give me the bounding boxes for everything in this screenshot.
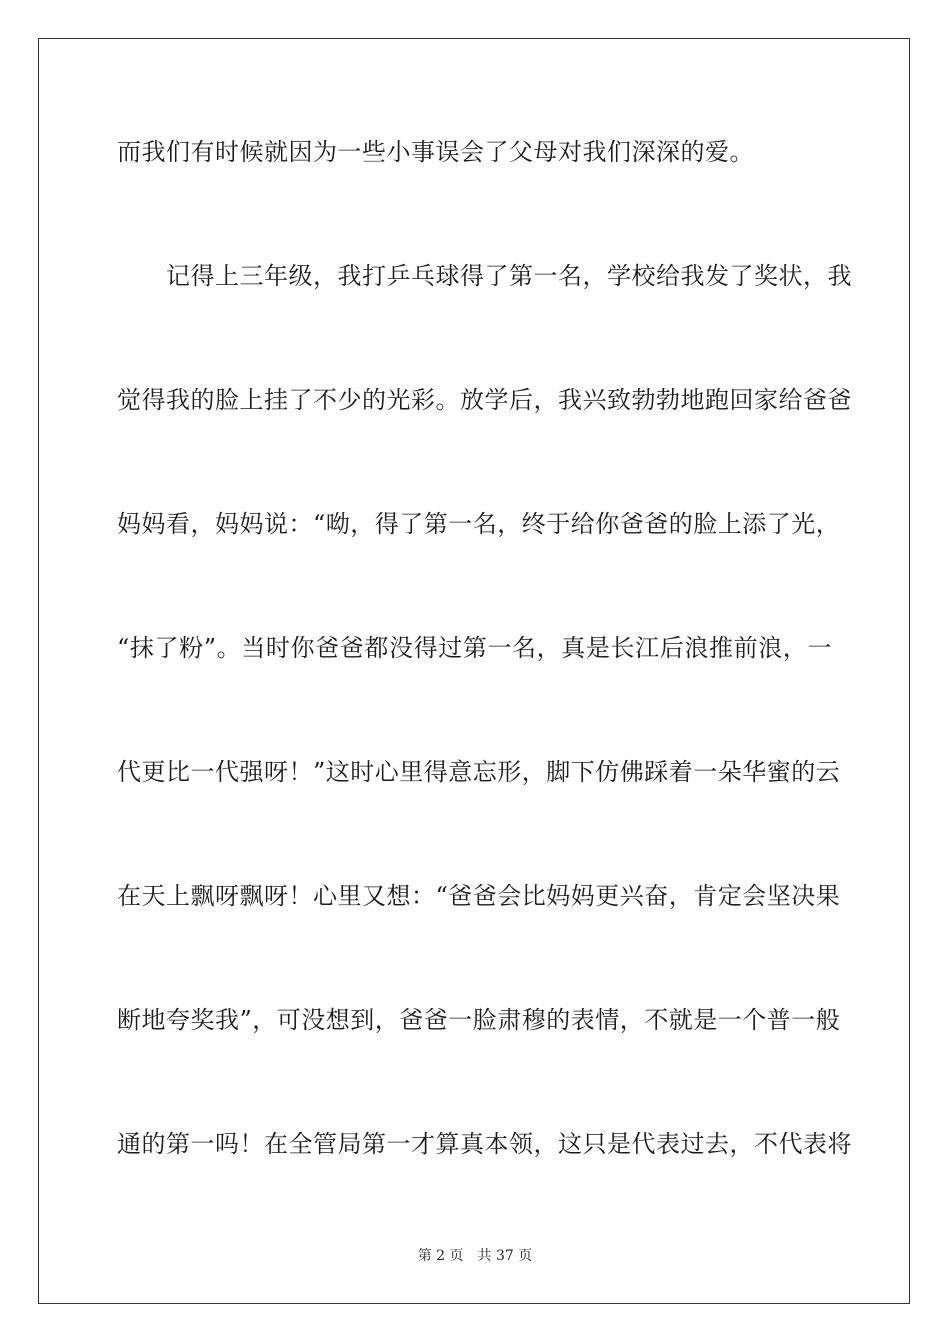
text-line-1: 而我们有时候就因为一些小事误会了父母对我们深深的爱。 (117, 138, 754, 166)
text-line-3: 觉得我的脸上挂了不少的光彩。放学后，我兴致勃勃地跑回家给爸爸 (117, 386, 852, 414)
page-total: 共 37 页 (477, 1248, 533, 1264)
page-number: 第 2 页 (417, 1248, 464, 1264)
page-footer (0, 1247, 950, 1265)
text-line-5: “抹了粉”。当时你爸爸都没得过第一名，真是长江后浪推前浪，一 (117, 634, 832, 662)
text-line-7: 在天上飘呀飘呀！心里又想：“爸爸会比妈妈更兴奋，肯定会坚决果 (117, 882, 841, 910)
text-line-6: 代更比一代强呀！”这时心里得意忘形，脚下仿佛踩着一朵华蜜的云 (117, 758, 841, 786)
text-line-8: 断地夸奖我”，可没想到，爸爸一脸肃穆的表情，不就是一个普一般 (117, 1006, 841, 1034)
text-line-9: 通的第一吗！在全管局第一才算真本领，这只是代表过去，不代表将 (117, 1130, 852, 1158)
page-border (38, 38, 910, 1304)
text-line-4: 妈妈看，妈妈说：“呦，得了第一名，终于给你爸爸的脸上添了光， (117, 510, 841, 538)
text-line-2: 记得上三年级，我打乒乓球得了第一名，学校给我发了奖状，我 (117, 262, 852, 290)
